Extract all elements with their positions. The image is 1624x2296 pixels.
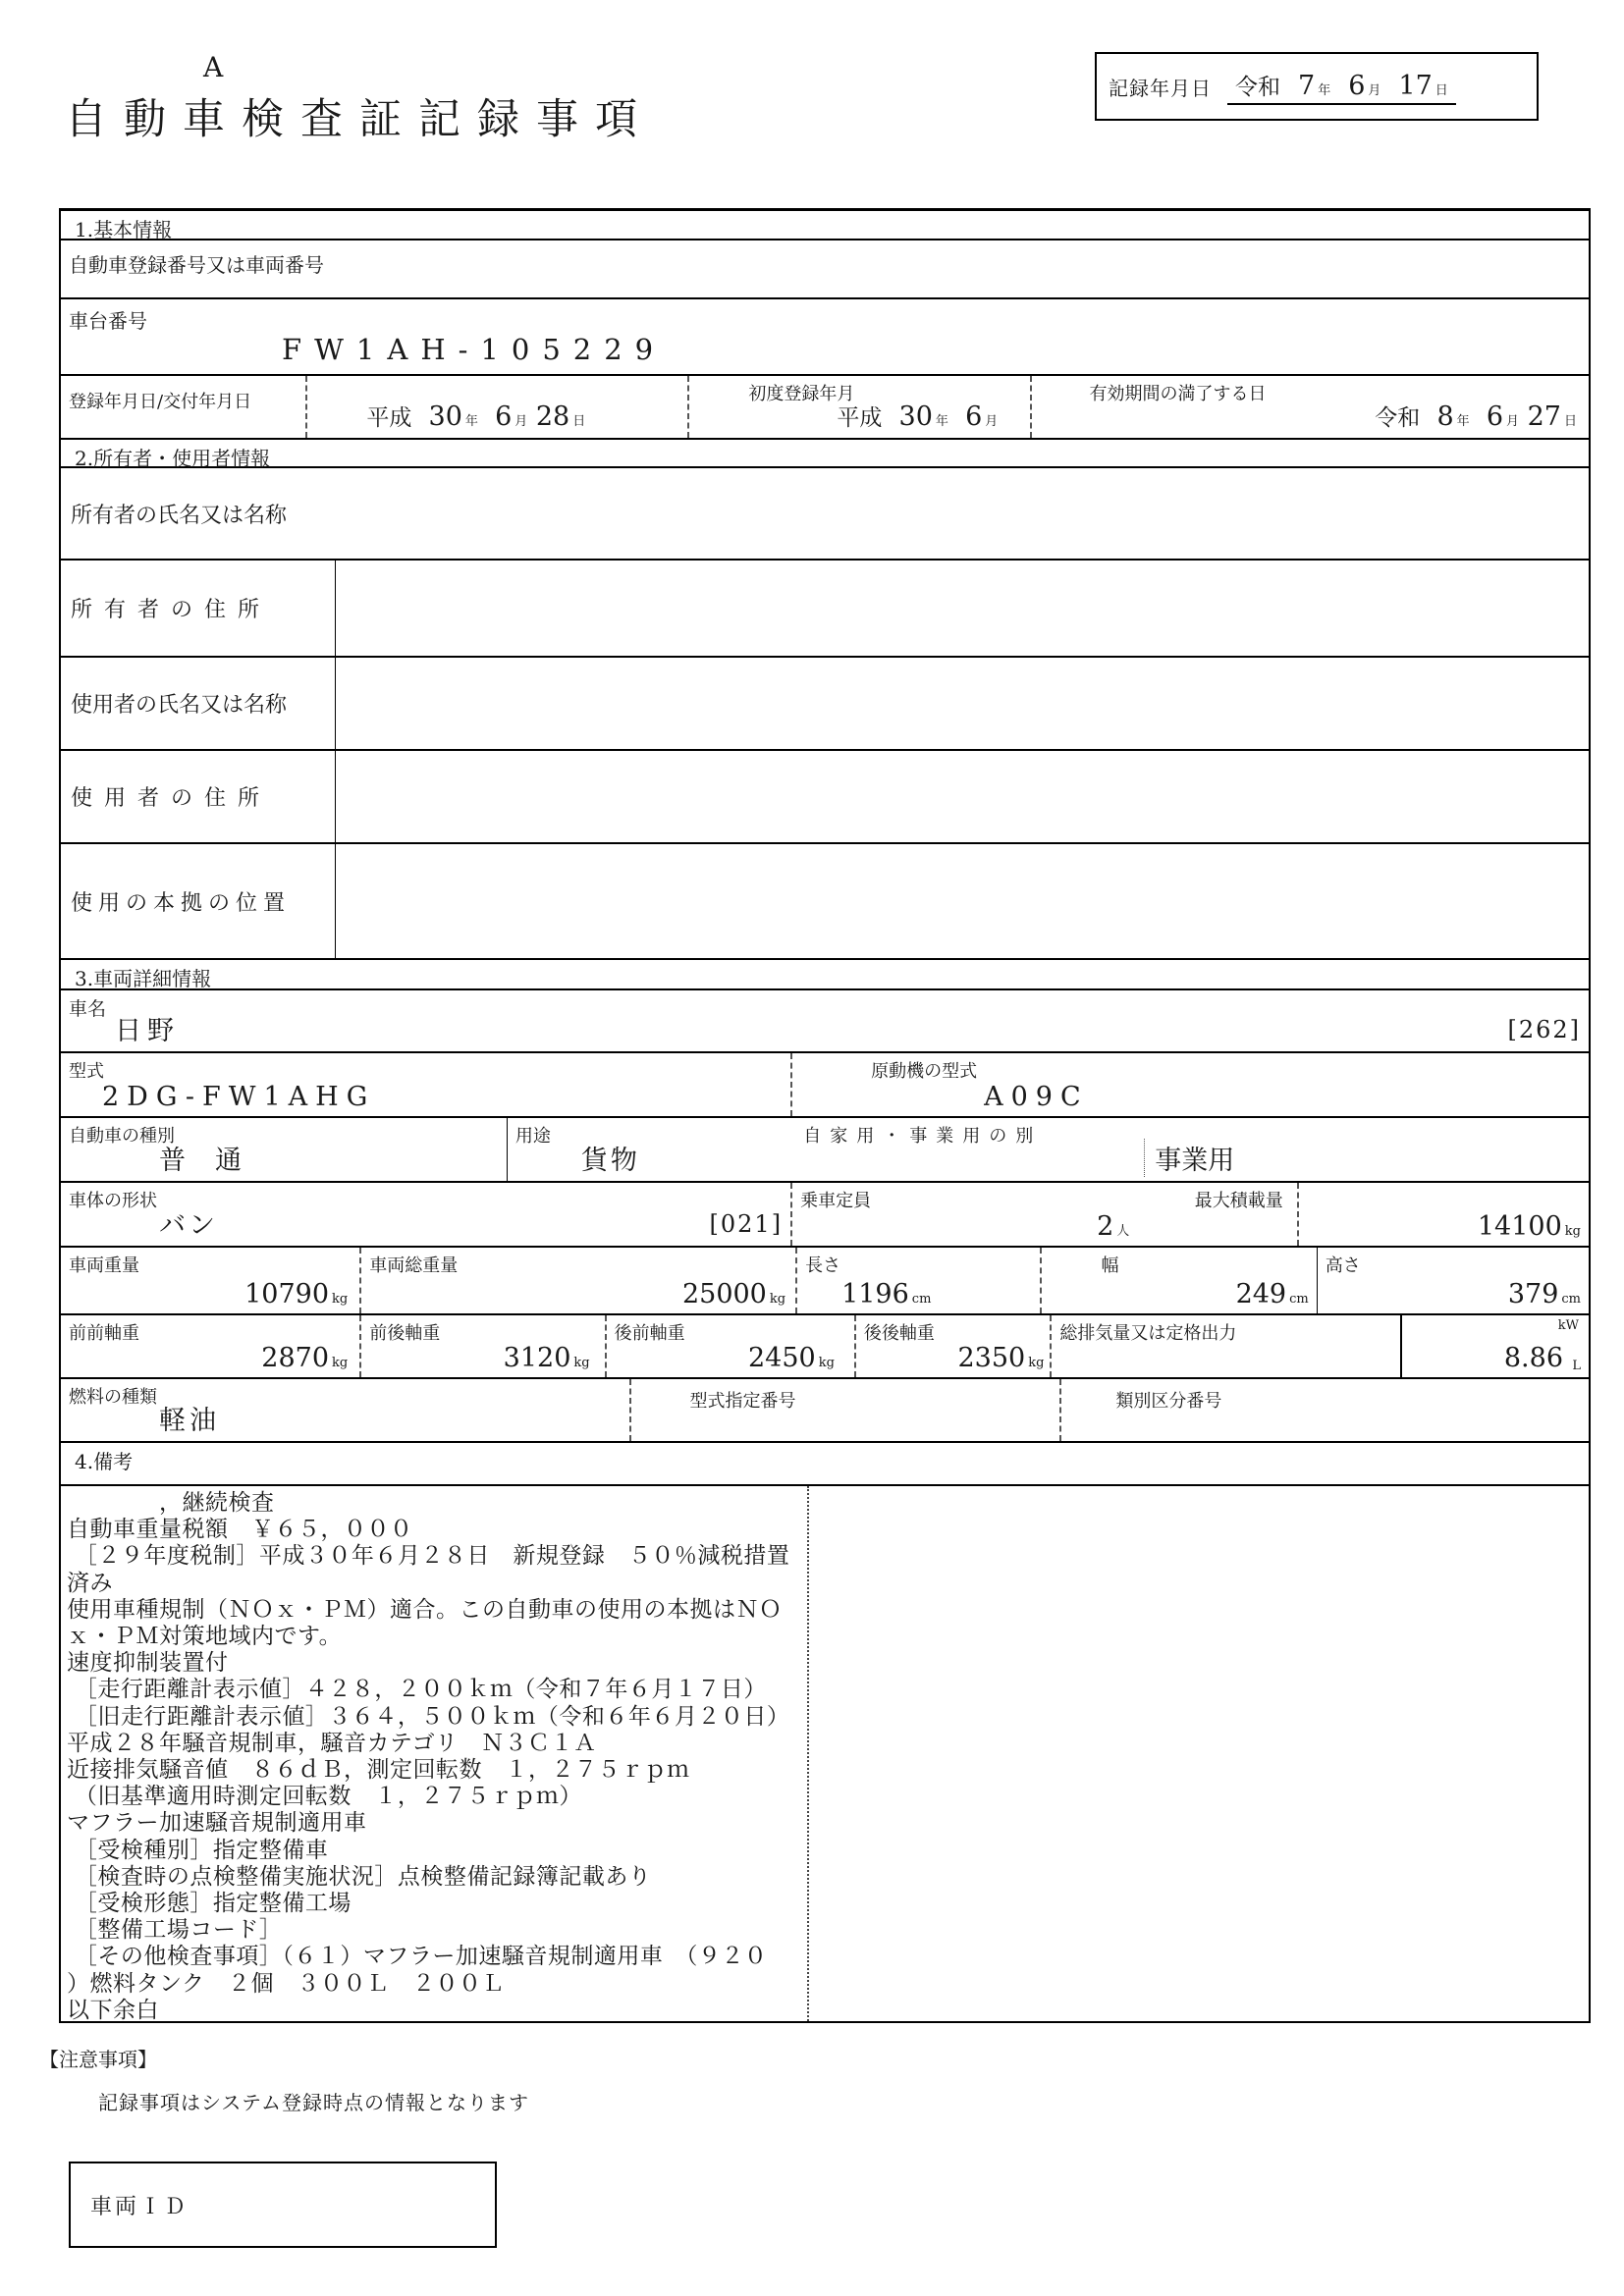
registration-date-day-unit: 日 bbox=[572, 414, 586, 429]
axle-weights-row bbox=[61, 1315, 1589, 1379]
user-name-value bbox=[336, 658, 1589, 749]
remarks-line: ［旧走行距離計表示値］３６４，５００ｋｍ（令和６年６月２０日） bbox=[67, 1703, 790, 1730]
type-designation-label: 型式指定番号 bbox=[689, 1391, 796, 1412]
chassis-number-label: 車台番号 bbox=[69, 309, 147, 333]
use-type-label: 用途 bbox=[514, 1126, 551, 1147]
owner-name-row bbox=[61, 468, 1589, 561]
notice-body: 記録事項はシステム登録時点の情報となります bbox=[98, 2091, 529, 2114]
axle-front-front-field bbox=[61, 1315, 359, 1377]
axle-rear-rear-value bbox=[957, 1343, 1044, 1373]
record-date-day-unit: 日 bbox=[1435, 82, 1448, 98]
height-unit: cm bbox=[1561, 1292, 1581, 1307]
axle-rear-rear-field bbox=[854, 1315, 1050, 1377]
axle-rear-rear-number: 2350 bbox=[957, 1343, 1026, 1373]
user-name-row bbox=[61, 658, 1589, 751]
body-shape-value: バン bbox=[159, 1210, 218, 1241]
remarks-line: 平成２８年騒音規制車，騒音カテゴリ Ｎ３Ｃ１Ａ bbox=[67, 1730, 597, 1756]
width-unit: cm bbox=[1289, 1292, 1309, 1307]
remarks-line: （旧基準適用時測定回転数 １，２７５ｒｐｍ） bbox=[67, 1784, 582, 1810]
remarks-line: ，継続検査 bbox=[67, 1490, 275, 1516]
vehicle-id-label: 車両ＩＤ bbox=[90, 2194, 189, 2219]
record-date-day: 17 bbox=[1398, 70, 1433, 101]
model-row bbox=[61, 1053, 1589, 1118]
seating-capacity-field bbox=[790, 1183, 1297, 1246]
seating-capacity-label: 乗車定員 bbox=[800, 1191, 872, 1211]
axle-rear-front-label: 後前軸重 bbox=[614, 1323, 685, 1344]
first-registration-era: 平成 bbox=[837, 405, 883, 431]
private-business-field bbox=[746, 1118, 1589, 1181]
remarks-line: ｘ・ＰＭ対策地域内です。 bbox=[67, 1624, 343, 1650]
remarks-line: 使用車種規制（ＮＯｘ・ＰＭ）適合。この自動車の使用の本拠はＮＯ bbox=[67, 1596, 783, 1623]
category-class-field bbox=[1059, 1379, 1589, 1441]
car-name-value: 日野 bbox=[115, 1016, 180, 1046]
max-load-value bbox=[1478, 1211, 1581, 1242]
registration-date-value bbox=[366, 400, 585, 432]
displacement-unit-kw: kW bbox=[1557, 1318, 1579, 1333]
owner-address-row bbox=[61, 561, 1589, 658]
width-number: 249 bbox=[1235, 1279, 1287, 1309]
remarks-line: 以下余白 bbox=[67, 1997, 159, 2023]
remarks-line: ［２９年度税制］平成３０年６月２８日 新規登録 ５０％減税措置 bbox=[67, 1543, 790, 1570]
section3-header: 3.車両詳細情報 bbox=[61, 960, 1589, 990]
remarks-row bbox=[61, 1486, 1589, 2021]
length-field bbox=[795, 1248, 1040, 1313]
owner-address-label-cell bbox=[61, 561, 336, 656]
record-date-month-unit: 月 bbox=[1368, 82, 1381, 98]
first-registration-label: 初度登録年月 bbox=[748, 384, 855, 404]
vehicle-id-box bbox=[69, 2162, 497, 2248]
record-date-label: 記録年月日 bbox=[1109, 76, 1212, 100]
expiry-date-month-unit: 月 bbox=[1506, 414, 1520, 429]
record-date-era: 令和 bbox=[1235, 74, 1280, 100]
width-field bbox=[1040, 1248, 1316, 1313]
axle-rear-front-field bbox=[605, 1315, 854, 1377]
type-designation-field bbox=[629, 1379, 1060, 1441]
axle-front-front-unit: kg bbox=[332, 1356, 349, 1370]
user-name-label-cell bbox=[61, 658, 336, 749]
expiry-date-year: 8 bbox=[1436, 401, 1454, 432]
user-address-label-cell bbox=[61, 751, 336, 842]
height-number: 379 bbox=[1507, 1279, 1559, 1309]
max-load-number: 14100 bbox=[1477, 1211, 1562, 1242]
registration-date-year-unit: 年 bbox=[464, 414, 478, 429]
body-shape-row bbox=[61, 1183, 1589, 1248]
width-value bbox=[1236, 1279, 1309, 1309]
registration-date-label: 登録年月日/交付年月日 bbox=[69, 392, 252, 412]
length-number: 1196 bbox=[841, 1279, 909, 1309]
first-registration-month: 6 bbox=[965, 401, 983, 432]
axle-front-rear-unit: kg bbox=[573, 1356, 590, 1370]
vehicle-weight-number: 10790 bbox=[244, 1279, 330, 1309]
axle-front-rear-field bbox=[359, 1315, 604, 1377]
car-name-field bbox=[61, 990, 1589, 1051]
base-location-value bbox=[336, 844, 1589, 958]
gross-weight-number: 25000 bbox=[681, 1279, 767, 1309]
seating-capacity-number: 2 bbox=[1097, 1211, 1114, 1242]
registration-date-value-cell bbox=[305, 376, 687, 438]
first-registration-value bbox=[837, 400, 998, 432]
page-marker: A bbox=[203, 51, 224, 83]
fuel-row bbox=[61, 1379, 1589, 1443]
remarks-line: 自動車重量税額 ￥６５，０００ bbox=[67, 1517, 413, 1543]
remarks-line: ［受検種別］指定整備車 bbox=[67, 1837, 329, 1863]
engine-model-field bbox=[790, 1053, 1589, 1116]
registration-date-field bbox=[61, 376, 305, 438]
section2-header: 2.所有者・使用者情報 bbox=[61, 440, 1589, 468]
expiry-date-field bbox=[1030, 376, 1589, 438]
model-label: 型式 bbox=[69, 1061, 104, 1082]
notice-header: 【注意事項】 bbox=[39, 2048, 157, 2071]
record-date-year-unit: 年 bbox=[1318, 82, 1331, 98]
registration-date-month: 6 bbox=[495, 401, 513, 432]
remarks-line: 速度抑制装置付 bbox=[67, 1650, 229, 1677]
section4-header: 4.備考 bbox=[61, 1443, 1589, 1486]
first-registration-year-unit: 年 bbox=[935, 414, 948, 429]
max-load-label: 最大積載量 bbox=[1194, 1191, 1283, 1211]
remarks-line: ［受検形態］指定整備工場 bbox=[67, 1891, 352, 1917]
axle-front-rear-value bbox=[504, 1343, 590, 1373]
record-date-box bbox=[1095, 52, 1539, 121]
user-address-value bbox=[336, 751, 1589, 842]
vehicle-weight-value bbox=[244, 1279, 348, 1309]
document-title: 自動車検査証記録事項 bbox=[65, 95, 654, 144]
use-type-value: 貨物 bbox=[580, 1146, 640, 1176]
remarks-column-divider bbox=[807, 1486, 809, 2021]
base-location-label-cell bbox=[61, 844, 336, 958]
remarks-line: マフラー加速騒音規制適用車 bbox=[67, 1810, 367, 1837]
displacement-divider bbox=[1400, 1315, 1402, 1377]
remarks-line: ［走行距離計表示値］４２８，２００ｋｍ（令和７年６月１７日） bbox=[67, 1677, 767, 1703]
remarks-line: 済み bbox=[67, 1570, 113, 1596]
base-location-label: 使用の本拠の位置 bbox=[71, 890, 292, 916]
gross-weight-unit: kg bbox=[769, 1292, 786, 1307]
remarks-line: ［検査時の点検整備実施状況］点検整備記録簿記載あり bbox=[67, 1863, 652, 1890]
class-use-row bbox=[61, 1118, 1589, 1183]
remarks-line: ［その他検査事項］（６１）マフラー加速騒音規制適用車 （９２０ bbox=[67, 1944, 768, 1970]
remarks-line: ［整備工場コード］ bbox=[67, 1917, 283, 1944]
registration-number-field bbox=[61, 240, 1589, 297]
record-date-value bbox=[1227, 69, 1456, 105]
vehicle-class-label: 自動車の種別 bbox=[69, 1126, 175, 1147]
first-registration-year: 30 bbox=[898, 401, 933, 432]
expiry-date-year-unit: 年 bbox=[1456, 414, 1470, 429]
registration-date-month-unit: 月 bbox=[514, 414, 528, 429]
car-name-label: 車名 bbox=[69, 998, 107, 1020]
length-value bbox=[841, 1279, 931, 1309]
weights-row bbox=[61, 1248, 1589, 1315]
vehicle-class-value: 普通 bbox=[159, 1146, 271, 1176]
base-location-row bbox=[61, 844, 1589, 960]
axle-rear-front-value bbox=[748, 1343, 835, 1373]
registration-date-era: 平成 bbox=[366, 405, 412, 431]
chassis-number-field bbox=[61, 299, 1589, 374]
registration-date-day: 28 bbox=[535, 401, 570, 432]
displacement-unit-l: L bbox=[1572, 1359, 1581, 1373]
height-field bbox=[1317, 1248, 1589, 1313]
fuel-type-field bbox=[61, 1379, 629, 1441]
user-address-row bbox=[61, 751, 1589, 844]
category-class-label: 類別区分番号 bbox=[1115, 1391, 1222, 1412]
user-address-label: 使用者の住所 bbox=[71, 786, 272, 811]
axle-rear-rear-label: 後後軸重 bbox=[863, 1323, 935, 1344]
max-load-field bbox=[1297, 1183, 1589, 1246]
seating-capacity-value bbox=[1097, 1211, 1129, 1242]
car-name-row bbox=[61, 990, 1589, 1053]
gross-weight-label: 車両総重量 bbox=[369, 1255, 459, 1276]
chassis-number-row bbox=[61, 299, 1589, 376]
registration-date-year: 30 bbox=[428, 401, 462, 432]
vehicle-weight-unit: kg bbox=[332, 1292, 349, 1307]
user-name-label: 使用者の氏名又は名称 bbox=[71, 693, 288, 718]
expiry-date-era: 令和 bbox=[1375, 405, 1421, 431]
gross-weight-field bbox=[359, 1248, 795, 1313]
expiry-date-value bbox=[1375, 400, 1577, 432]
remarks-line: ）燃料タンク ２個 ３００Ｌ ２００Ｌ bbox=[67, 1970, 506, 1997]
axle-rear-rear-unit: kg bbox=[1028, 1356, 1045, 1370]
displacement-output-field bbox=[1050, 1315, 1589, 1377]
car-name-code: [262] bbox=[1507, 1016, 1581, 1043]
registration-number-label: 自動車登録番号又は車両番号 bbox=[69, 253, 324, 277]
model-value: 2DG-FW1AHG bbox=[102, 1082, 376, 1112]
record-date-year: 7 bbox=[1298, 70, 1316, 101]
vehicle-weight-label: 車両重量 bbox=[69, 1255, 139, 1276]
registration-number-row bbox=[61, 240, 1589, 299]
body-shape-code: [021] bbox=[709, 1210, 784, 1238]
private-business-value: 事業用 bbox=[1144, 1139, 1234, 1177]
max-load-unit: kg bbox=[1564, 1224, 1581, 1239]
engine-model-value: A09C bbox=[984, 1082, 1089, 1112]
section1-header: 1.基本情報 bbox=[61, 211, 1589, 240]
engine-model-label: 原動機の型式 bbox=[871, 1061, 978, 1082]
vehicle-weight-field bbox=[61, 1248, 359, 1313]
vehicle-class-field bbox=[61, 1118, 507, 1181]
remarks-line: 近接排気騒音値 ８６ｄＢ，測定回転数 １，２７５ｒｐｍ bbox=[67, 1757, 690, 1784]
model-field bbox=[61, 1053, 790, 1116]
owner-name-value bbox=[287, 468, 1589, 559]
expiry-date-day-unit: 日 bbox=[1563, 414, 1577, 429]
axle-rear-front-number: 2450 bbox=[748, 1343, 816, 1373]
first-registration-month-unit: 月 bbox=[985, 414, 999, 429]
expiry-date-day: 27 bbox=[1527, 401, 1561, 432]
owner-address-label: 所有者の住所 bbox=[71, 598, 272, 622]
chassis-number-value: FW1AH-105229 bbox=[282, 333, 667, 366]
remarks-text bbox=[61, 1486, 1589, 2024]
length-unit: cm bbox=[911, 1292, 932, 1307]
expiry-date-month: 6 bbox=[1486, 401, 1504, 432]
axle-front-front-value bbox=[261, 1343, 348, 1373]
dates-row bbox=[61, 376, 1589, 440]
body-shape-field bbox=[61, 1183, 790, 1246]
body-shape-label: 車体の形状 bbox=[69, 1191, 157, 1211]
gross-weight-value bbox=[682, 1279, 785, 1309]
first-registration-field bbox=[687, 376, 1030, 438]
seating-capacity-unit: 人 bbox=[1116, 1224, 1130, 1239]
main-table bbox=[59, 208, 1591, 2023]
axle-front-front-number: 2870 bbox=[261, 1343, 330, 1373]
private-business-label: 自家用・事業用の別 bbox=[803, 1126, 1043, 1147]
height-label: 高さ bbox=[1325, 1255, 1361, 1276]
displacement-output-label: 総排気量又は定格出力 bbox=[1059, 1323, 1237, 1344]
fuel-type-label: 燃料の種類 bbox=[69, 1387, 157, 1408]
axle-front-rear-label: 前後軸重 bbox=[369, 1323, 441, 1344]
height-value bbox=[1508, 1279, 1581, 1309]
owner-address-value bbox=[336, 561, 1589, 656]
owner-name-label: 所有者の氏名又は名称 bbox=[71, 503, 288, 528]
displacement-output-value: 8.86 bbox=[1503, 1343, 1563, 1373]
fuel-type-value: 軽油 bbox=[159, 1406, 220, 1436]
use-type-field bbox=[507, 1118, 746, 1181]
length-label: 長さ bbox=[805, 1255, 841, 1276]
axle-front-rear-number: 3120 bbox=[503, 1343, 571, 1373]
expiry-date-label: 有効期間の満了する日 bbox=[1089, 384, 1267, 404]
axle-front-front-label: 前前軸重 bbox=[69, 1323, 139, 1344]
record-date-month: 6 bbox=[1348, 70, 1366, 101]
axle-rear-front-unit: kg bbox=[818, 1356, 835, 1370]
width-label: 幅 bbox=[1101, 1255, 1119, 1276]
